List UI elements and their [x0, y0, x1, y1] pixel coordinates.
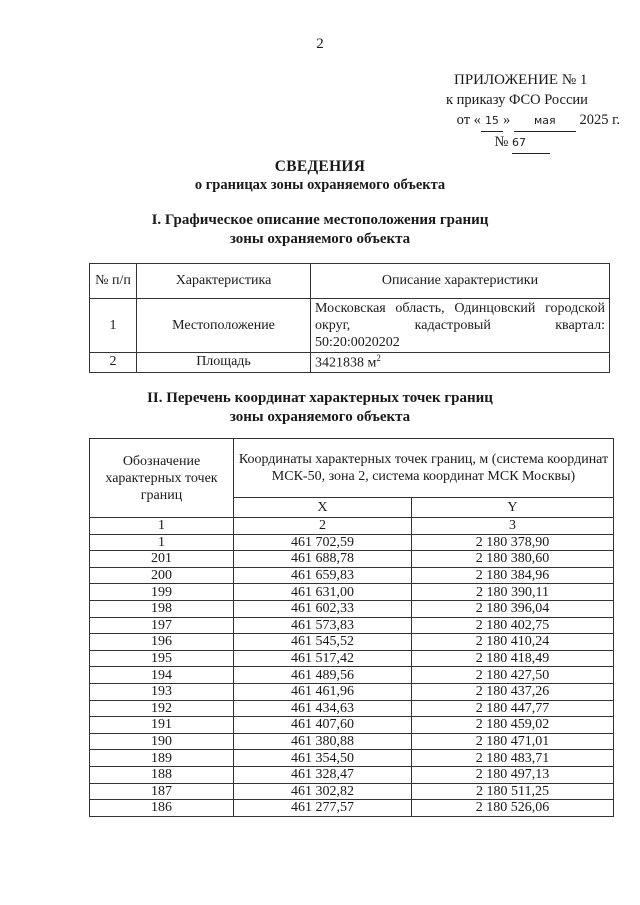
coordinate-x: 461 354,50: [234, 750, 412, 767]
coordinate-y: 2 180 447,77: [411, 700, 613, 717]
document-subtitle: о границах зоны охраняемого объекта: [194, 177, 446, 193]
coordinate-y: 2 180 459,02: [411, 717, 613, 734]
appendix-order-ref: к приказу ФСО России: [446, 92, 588, 108]
header-y: Y: [411, 498, 613, 518]
coordinate-x: 461 434,63: [234, 700, 412, 717]
coordinate-y: 2 180 384,96: [411, 567, 613, 584]
date-prefix: от «: [456, 112, 481, 128]
coordinate-x: 461 489,56: [234, 667, 412, 684]
row-characteristic: Площадь: [137, 353, 311, 373]
table-row: [90, 650, 614, 667]
date-year: 2025 г.: [579, 112, 620, 128]
appendix-title: ПРИЛОЖЕНИЕ № 1: [454, 72, 588, 88]
coordinate-x: 461 277,57: [234, 800, 412, 817]
point-name: 189: [90, 750, 234, 767]
table-row: [90, 683, 614, 700]
area-unit-power: 2: [376, 353, 381, 363]
section1-title-line1: I. Графическое описание местоположения границ: [151, 212, 489, 228]
appendix-number: [420, 132, 620, 154]
point-name: 197: [90, 617, 234, 634]
point-name: 198: [90, 600, 234, 617]
coordinate-x: 461 461,96: [234, 683, 412, 700]
table-row: [90, 800, 614, 817]
header-point-name: Обозначение характерных точек границ: [90, 439, 234, 518]
coordinate-y: 2 180 378,90: [411, 534, 613, 551]
table-row: [90, 733, 614, 750]
table-row: [90, 617, 614, 634]
point-name: 196: [90, 634, 234, 651]
section2-title-line1: II. Перечень координат характерных точек границ: [147, 390, 493, 406]
coordinate-y: 2 180 410,24: [411, 634, 613, 651]
coordinate-y: 2 180 396,04: [411, 600, 613, 617]
date-month: мая: [514, 111, 576, 132]
table-row: [90, 551, 614, 568]
section1-title-line2: зоны охраняемого объекта: [229, 231, 411, 247]
row-num: 1: [90, 299, 137, 353]
number-prefix: №: [494, 134, 509, 150]
coordinate-x: 461 659,83: [234, 567, 412, 584]
coordinate-x: 461 702,59: [234, 534, 412, 551]
point-name: 1: [90, 534, 234, 551]
point-name: 194: [90, 667, 234, 684]
coordinate-y: 2 180 390,11: [411, 584, 613, 601]
header-description: Описание характеристики: [311, 264, 610, 299]
column-number-2: 2: [234, 518, 412, 535]
coordinate-x: 461 517,42: [234, 650, 412, 667]
coordinate-x: 461 573,83: [234, 617, 412, 634]
table-row: [90, 750, 614, 767]
table-row: [90, 634, 614, 651]
coordinate-x: 461 328,47: [234, 766, 412, 783]
point-name: 199: [90, 584, 234, 601]
point-name: 195: [90, 650, 234, 667]
point-name: 187: [90, 783, 234, 800]
coordinate-y: 2 180 511,25: [411, 783, 613, 800]
point-name: 192: [90, 700, 234, 717]
point-name: 201: [90, 551, 234, 568]
coordinate-y: 2 180 483,71: [411, 750, 613, 767]
table-row: [90, 700, 614, 717]
header-num: № п/п: [90, 264, 137, 299]
point-name: 190: [90, 733, 234, 750]
header-x: X: [234, 498, 412, 518]
table-row: [90, 600, 614, 617]
coordinate-y: 2 180 471,01: [411, 733, 613, 750]
coordinate-x: 461 631,00: [234, 584, 412, 601]
appendix-date: [420, 110, 620, 132]
page-number: 2: [316, 36, 324, 52]
row-characteristic: Местоположение: [137, 299, 311, 353]
table-header-row: [90, 439, 614, 498]
coordinates-body: [90, 534, 614, 816]
table-row: [90, 299, 610, 353]
row-description: [311, 299, 610, 353]
description-line2: 50:20:0020202: [315, 335, 400, 350]
column-number-1: 1: [90, 518, 234, 535]
point-name: 186: [90, 800, 234, 817]
description-line1: Московская область, Одинцовский городской округ, кадастровый квартал:: [315, 301, 605, 333]
header-coordinates: Координаты характерных точек границ, м (система координат МСК-50, зона 2, система координат МСК Москвы): [234, 439, 614, 498]
table-row: [90, 667, 614, 684]
point-name: 191: [90, 717, 234, 734]
point-name: 188: [90, 766, 234, 783]
area-value: 3421838 м: [315, 355, 377, 371]
coordinate-y: 2 180 497,13: [411, 766, 613, 783]
point-name: 193: [90, 683, 234, 700]
coordinate-x: 461 407,60: [234, 717, 412, 734]
date-day: 15: [481, 111, 503, 132]
coordinate-y: 2 180 526,06: [411, 800, 613, 817]
table-row: [90, 717, 614, 734]
point-name: 200: [90, 567, 234, 584]
table-row: [90, 567, 614, 584]
table-row: [90, 766, 614, 783]
coordinate-y: 2 180 380,60: [411, 551, 613, 568]
coordinate-x: 461 688,78: [234, 551, 412, 568]
location-table: [89, 263, 610, 373]
table-row: [90, 783, 614, 800]
coordinate-y: 2 180 427,50: [411, 667, 613, 684]
column-number-3: 3: [411, 518, 613, 535]
table-column-number-row: [90, 518, 614, 535]
row-area: [311, 353, 610, 373]
table-row: [90, 353, 610, 373]
coordinate-y: 2 180 437,26: [411, 683, 613, 700]
table-header-row: [90, 264, 610, 299]
coordinate-x: 461 302,82: [234, 783, 412, 800]
coordinates-table: [89, 438, 614, 817]
table-row: [90, 584, 614, 601]
document-title: СВЕДЕНИЯ: [274, 158, 366, 175]
appendix-block: [420, 70, 620, 154]
coordinate-x: 461 602,33: [234, 600, 412, 617]
header-characteristic: Характеристика: [137, 264, 311, 299]
date-mid: »: [502, 112, 511, 128]
coordinate-x: 461 545,52: [234, 634, 412, 651]
coordinate-y: 2 180 402,75: [411, 617, 613, 634]
section2-title-line2: зоны охраняемого объекта: [229, 409, 411, 425]
number-value: 67: [512, 133, 550, 154]
coordinate-y: 2 180 418,49: [411, 650, 613, 667]
row-num: 2: [90, 353, 137, 373]
table-row: [90, 534, 614, 551]
coordinate-x: 461 380,88: [234, 733, 412, 750]
